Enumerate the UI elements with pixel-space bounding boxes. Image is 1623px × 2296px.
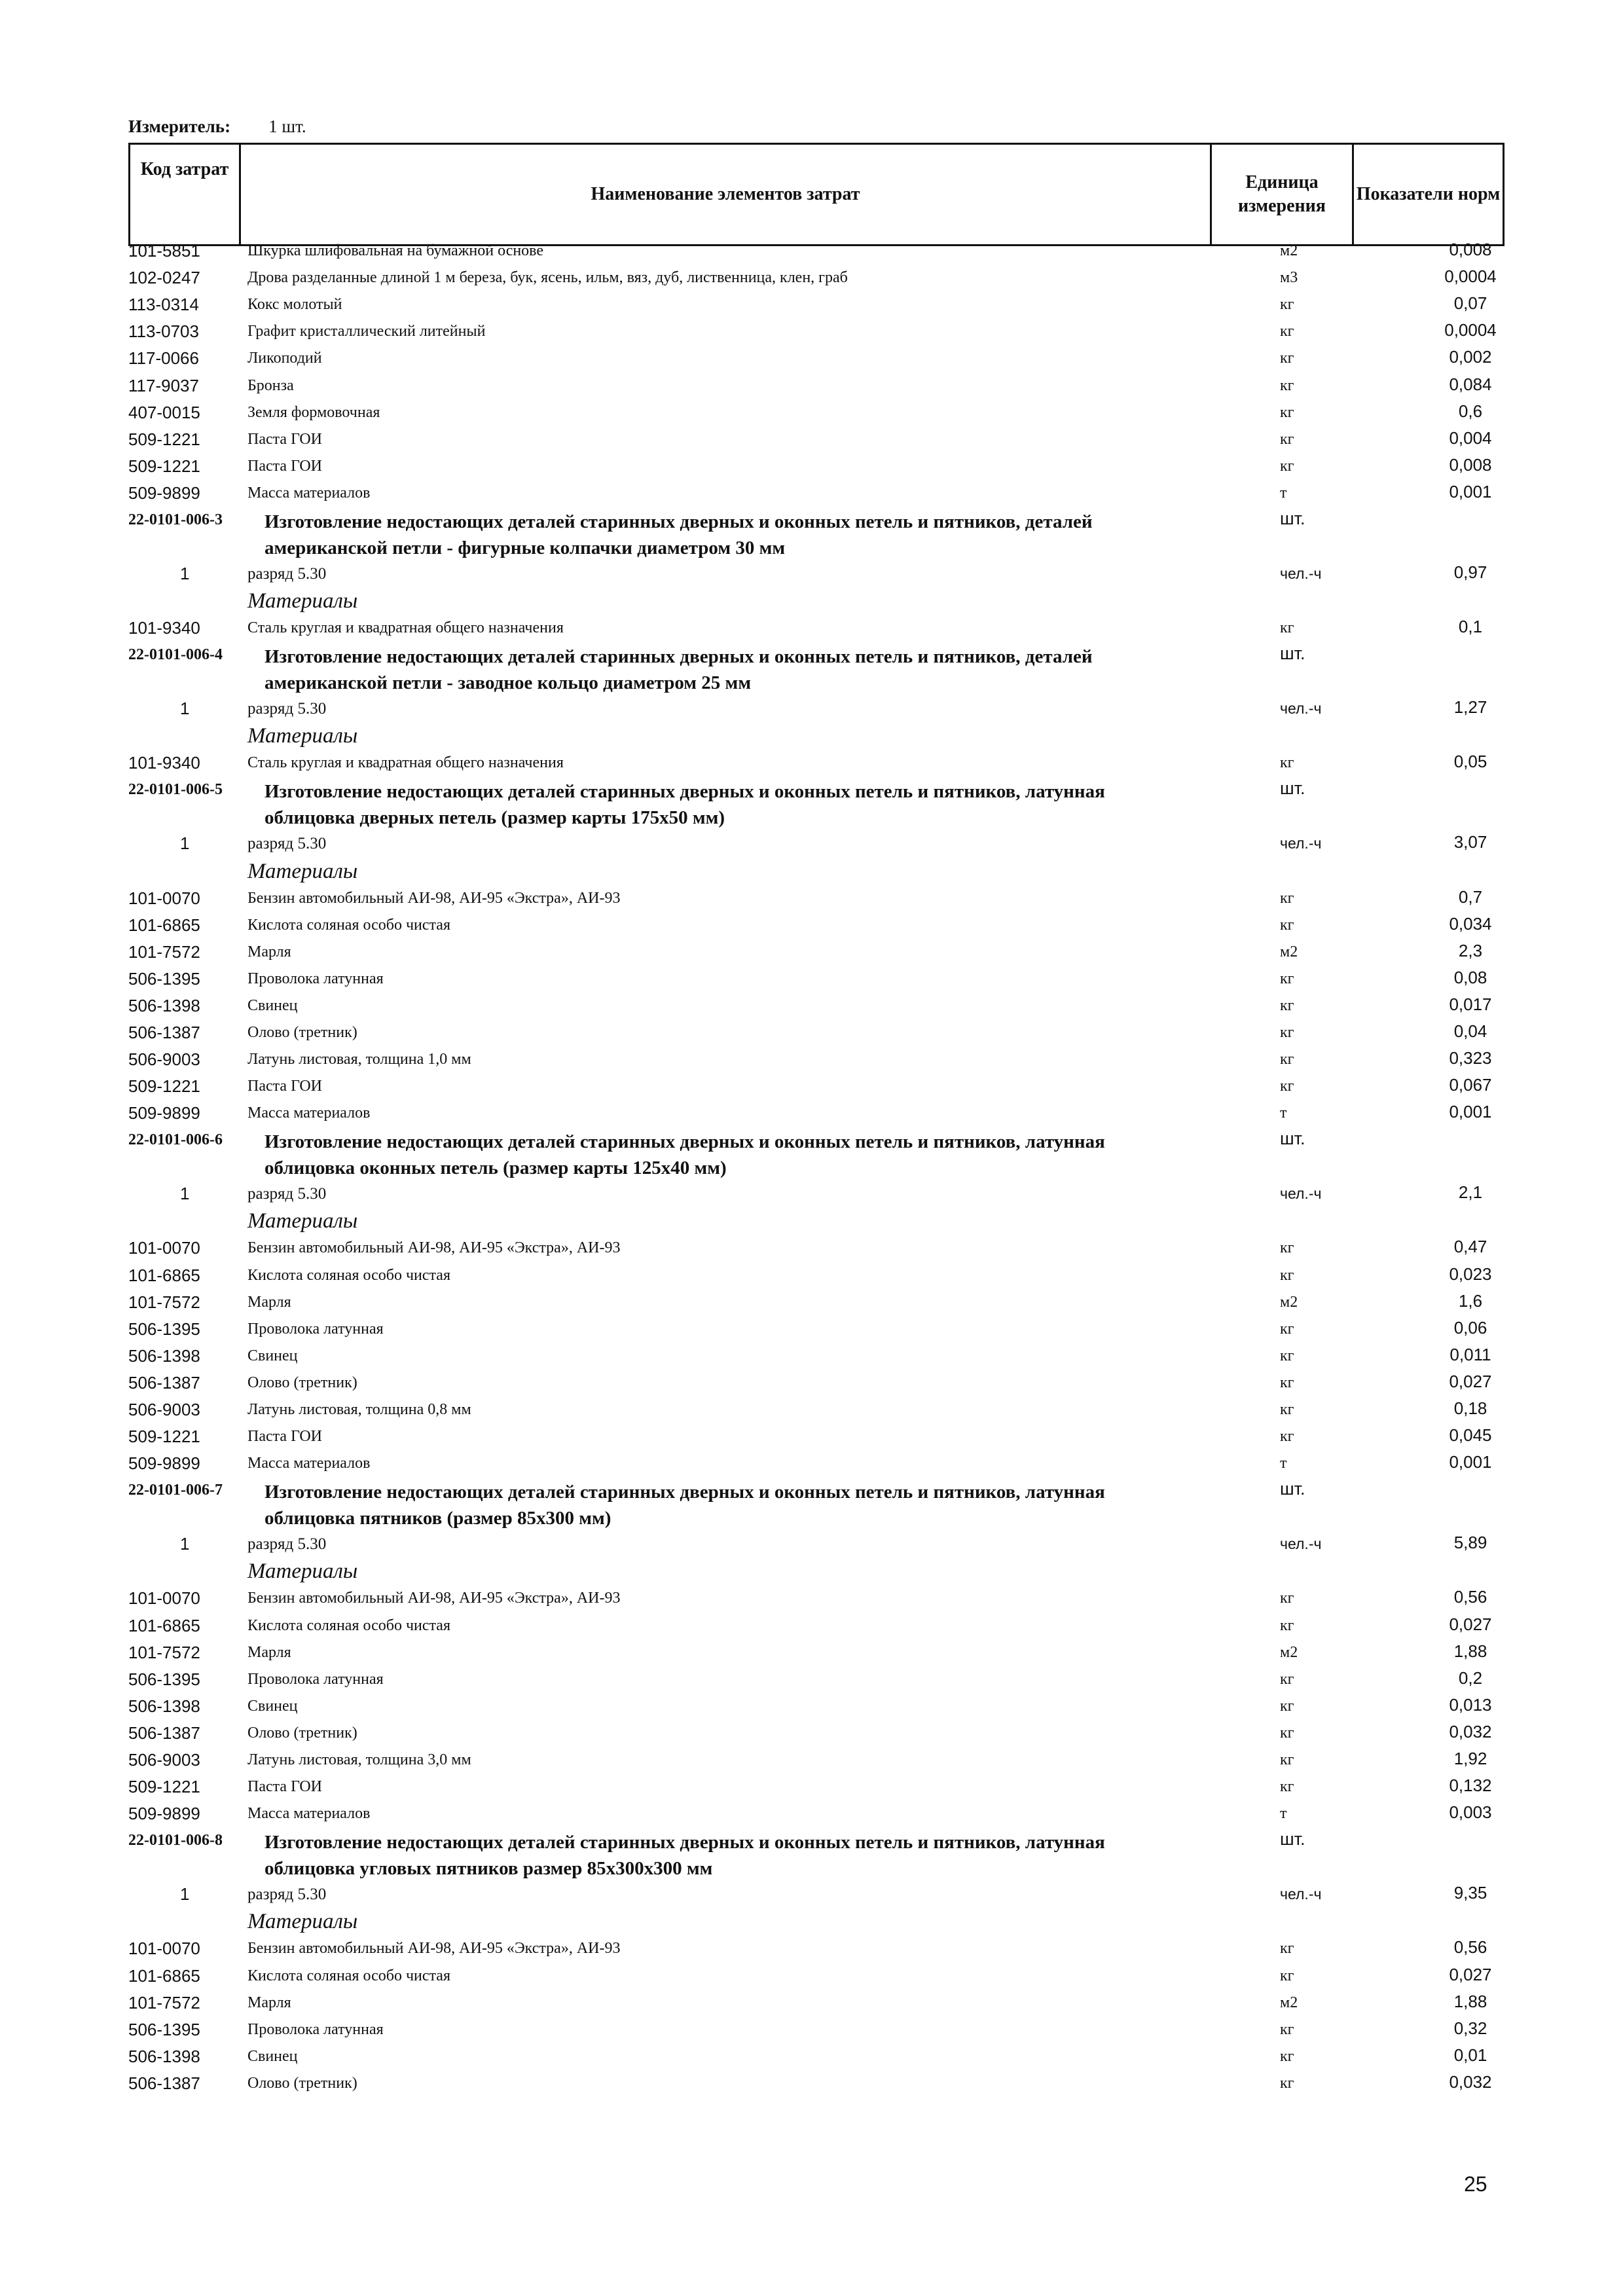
element-name: Бензин автомобильный АИ-98, АИ-95 «Экстра», АИ-93 xyxy=(247,1940,621,1957)
cost-code: 22-0101-006-6 xyxy=(128,1131,223,1148)
element-name: Материалы xyxy=(247,589,358,613)
section-title-line-1: Изготовление недостающих деталей старинных дверных и оконных петель и пятников, латунная xyxy=(264,1131,1105,1152)
cost-code: 407-0015 xyxy=(128,403,200,422)
meter-label: Измеритель: xyxy=(128,117,231,136)
element-name: Материалы xyxy=(247,860,358,883)
cost-code: 506-1398 xyxy=(128,1696,200,1716)
norm-value: 0,027 xyxy=(1449,1614,1492,1634)
element-name: Паста ГОИ xyxy=(247,431,323,448)
section-title-line-2: облицовка оконных петель (размер карты 125х40 мм) xyxy=(264,1157,727,1178)
element-name: Марля xyxy=(247,1294,291,1311)
unit-of-measure: чел.-ч xyxy=(1280,835,1322,852)
section-title-line-2: американской петли - заводное кольцо диаметром 25 мм xyxy=(264,672,752,693)
unit-of-measure: кг xyxy=(1280,1347,1294,1364)
cost-code: 506-1395 xyxy=(128,1669,200,1689)
cost-code: 506-1398 xyxy=(128,1346,200,1366)
unit-of-measure: кг xyxy=(1280,970,1294,987)
element-name: разряд 5.30 xyxy=(247,1185,327,1203)
element-name: Марля xyxy=(247,1644,291,1661)
element-name: Масса материалов xyxy=(247,1455,371,1472)
cost-code: 113-0703 xyxy=(128,321,199,341)
unit-of-measure: кг xyxy=(1280,2048,1294,2065)
element-name: Проволока латунная xyxy=(247,2021,384,2038)
norm-value: 1,88 xyxy=(1453,1992,1487,2011)
element-name: Паста ГОИ xyxy=(247,1078,323,1095)
norm-value: 0,2 xyxy=(1458,1668,1483,1688)
norm-value: 0,067 xyxy=(1449,1075,1492,1095)
element-name: Латунь листовая, толщина 3,0 мм xyxy=(247,1751,471,1768)
norm-value: 0,97 xyxy=(1453,562,1487,582)
cost-code: 506-9003 xyxy=(128,1049,200,1069)
norm-value: 0,56 xyxy=(1453,1937,1487,1957)
norm-value: 0,027 xyxy=(1449,1965,1492,1984)
unit-of-measure: чел.-ч xyxy=(1280,1535,1322,1552)
unit-of-measure: кг xyxy=(1280,1401,1294,1418)
element-name xyxy=(264,644,1093,696)
element-name: Олово (третник) xyxy=(247,1374,357,1391)
element-name: Сталь круглая и квадратная общего назначения xyxy=(247,754,564,771)
element-name: Проволока латунная xyxy=(247,970,384,987)
norm-value: 0,034 xyxy=(1449,914,1492,934)
norm-value: 0,323 xyxy=(1449,1048,1492,1068)
cost-code: 22-0101-006-3 xyxy=(128,511,223,528)
norm-value: 0,001 xyxy=(1449,1102,1492,1121)
section-title-line-1: Изготовление недостающих деталей старинных дверных и оконных петель и пятников, латунная xyxy=(264,781,1105,802)
element-name: Паста ГОИ xyxy=(247,1428,323,1445)
norm-value: 0,0004 xyxy=(1444,266,1497,286)
element-name: Свинец xyxy=(247,997,298,1014)
norm-value: 0,32 xyxy=(1453,2018,1487,2038)
cost-code: 506-1398 xyxy=(128,996,200,1015)
cost-code: 22-0101-006-5 xyxy=(128,781,223,798)
cost-code: 101-0070 xyxy=(128,888,200,908)
unit-of-measure: т xyxy=(1280,1104,1287,1121)
element-name: Кислота соляная особо чистая xyxy=(247,1617,450,1634)
section-title-line-1: Изготовление недостающих деталей старинных дверных и оконных петель и пятников, латунная xyxy=(264,1482,1105,1503)
unit-of-measure: кг xyxy=(1280,431,1294,448)
norm-value: 0,001 xyxy=(1449,1452,1492,1472)
cost-code: 1 xyxy=(180,564,190,583)
unit-of-measure: кг xyxy=(1280,619,1294,636)
element-name: Кислота соляная особо чистая xyxy=(247,917,450,934)
unit-of-measure: кг xyxy=(1280,296,1294,313)
norm-value: 0,002 xyxy=(1449,347,1492,367)
norm-value: 3,07 xyxy=(1453,832,1487,852)
element-name: Свинец xyxy=(247,1698,298,1715)
unit-of-measure: кг xyxy=(1280,1239,1294,1256)
cost-code: 509-9899 xyxy=(128,1103,200,1123)
cost-code: 509-1221 xyxy=(128,429,200,449)
cost-code: 506-1398 xyxy=(128,2047,200,2066)
element-name: Материалы xyxy=(247,1209,358,1233)
norm-value: 0,003 xyxy=(1449,1802,1492,1822)
cost-code: 101-6865 xyxy=(128,1616,200,1635)
element-name xyxy=(264,1829,1105,1882)
unit-of-measure: кг xyxy=(1280,1724,1294,1741)
meter-line xyxy=(128,117,306,137)
element-name: Шкурка шлифовальная на бумажной основе xyxy=(247,242,544,259)
meter-value: 1 шт. xyxy=(268,117,306,136)
norm-value: 0,1 xyxy=(1458,617,1483,636)
element-name: Бронза xyxy=(247,377,294,394)
norm-value: 0,18 xyxy=(1453,1398,1487,1418)
cost-code: 101-5851 xyxy=(128,241,200,261)
section-title-line-2: облицовка угловых пятников размер 85х300х300 мм xyxy=(264,1858,713,1879)
cost-code: 22-0101-006-7 xyxy=(128,1482,223,1499)
element-name: Материалы xyxy=(247,1910,358,1933)
norm-value: 0,004 xyxy=(1449,428,1492,448)
unit-of-measure: кг xyxy=(1280,1671,1294,1688)
element-name: разряд 5.30 xyxy=(247,700,327,718)
norm-value: 0,47 xyxy=(1453,1237,1487,1256)
element-name: Графит кристаллический литейный xyxy=(247,323,486,340)
norm-value: 1,88 xyxy=(1453,1641,1487,1661)
unit-of-measure: чел.-ч xyxy=(1280,565,1322,582)
norm-value: 1,6 xyxy=(1458,1291,1483,1311)
norm-value: 0,032 xyxy=(1449,2072,1492,2092)
cost-code: 506-1395 xyxy=(128,969,200,989)
section-title-line-2: облицовка пятников (размер 85х300 мм) xyxy=(264,1508,611,1529)
element-name: Сталь круглая и квадратная общего назначения xyxy=(247,619,564,636)
section-title-line-1: Изготовление недостающих деталей старинных дверных и оконных петель и пятников, деталей xyxy=(264,511,1093,532)
element-name: Масса материалов xyxy=(247,1805,371,1822)
header-code: Код затрат xyxy=(130,144,240,246)
element-name: Кислота соляная особо чистая xyxy=(247,1967,450,1984)
unit-of-measure: чел.-ч xyxy=(1280,1886,1322,1903)
unit-of-measure: кг xyxy=(1280,350,1294,367)
cost-code: 101-0070 xyxy=(128,1238,200,1258)
unit-of-measure: шт. xyxy=(1280,1829,1305,1849)
cost-code: 506-1387 xyxy=(128,1023,200,1042)
norm-value: 0,001 xyxy=(1449,482,1492,501)
unit-of-measure: м2 xyxy=(1280,1994,1298,2011)
norm-value: 0,017 xyxy=(1449,994,1492,1014)
unit-of-measure: кг xyxy=(1280,890,1294,907)
section-title-line-2: американской петли - фигурные колпачки диаметром 30 мм xyxy=(264,538,786,558)
norm-value: 0,07 xyxy=(1453,293,1487,313)
norm-value: 2,3 xyxy=(1458,941,1483,960)
unit-of-measure: кг xyxy=(1280,1751,1294,1768)
unit-of-measure: кг xyxy=(1280,323,1294,340)
unit-of-measure: кг xyxy=(1280,1051,1294,1068)
cost-code: 117-0066 xyxy=(128,348,199,368)
cost-code: 509-9899 xyxy=(128,483,200,503)
cost-code: 101-7572 xyxy=(128,1993,200,2013)
element-name: Проволока латунная xyxy=(247,1671,384,1688)
page-number: 25 xyxy=(1464,2172,1487,2196)
unit-of-measure: м3 xyxy=(1280,269,1298,286)
element-name: Олово (третник) xyxy=(247,2075,357,2092)
unit-of-measure: чел.-ч xyxy=(1280,1185,1322,1202)
unit-of-measure: шт. xyxy=(1280,509,1305,528)
element-name xyxy=(264,509,1093,561)
unit-of-measure: м2 xyxy=(1280,943,1298,960)
element-name: Проволока латунная xyxy=(247,1321,384,1338)
unit-of-measure: кг xyxy=(1280,1321,1294,1338)
unit-of-measure: т xyxy=(1280,484,1287,501)
element-name: Свинец xyxy=(247,1347,298,1364)
norm-value: 0,06 xyxy=(1453,1318,1487,1338)
element-name: Дрова разделанные длиной 1 м береза, бук, ясень, ильм, вяз, дуб, лиственница, клен, граб xyxy=(247,269,848,286)
cost-code: 22-0101-006-4 xyxy=(128,646,223,663)
norm-value: 0,01 xyxy=(1453,2045,1487,2065)
norm-value: 0,7 xyxy=(1458,887,1483,907)
element-name xyxy=(264,1129,1105,1181)
cost-code: 101-9340 xyxy=(128,618,200,638)
section-title-line-1: Изготовление недостающих деталей старинных дверных и оконных петель и пятников, латунная xyxy=(264,1832,1105,1853)
header-name: Наименование элементов затрат xyxy=(240,144,1211,246)
cost-code: 101-0070 xyxy=(128,1939,200,1958)
norm-value: 0,04 xyxy=(1453,1021,1487,1041)
cost-code: 506-1387 xyxy=(128,1373,200,1393)
norm-value: 0,0004 xyxy=(1444,320,1497,340)
unit-of-measure: кг xyxy=(1280,1617,1294,1634)
norm-value: 0,013 xyxy=(1449,1695,1492,1715)
unit-of-measure: кг xyxy=(1280,1024,1294,1041)
section-title-line-1: Изготовление недостающих деталей старинных дверных и оконных петель и пятников, деталей xyxy=(264,646,1093,667)
norm-value: 9,35 xyxy=(1453,1883,1487,1903)
norm-value: 0,56 xyxy=(1453,1587,1487,1607)
norm-value: 1,27 xyxy=(1453,697,1487,717)
element-name: Олово (третник) xyxy=(247,1024,357,1041)
element-name: Масса материалов xyxy=(247,1104,371,1121)
norm-value: 1,92 xyxy=(1453,1749,1487,1768)
unit-of-measure: шт. xyxy=(1280,1479,1305,1499)
cost-code: 113-0314 xyxy=(128,295,199,314)
element-name: Материалы xyxy=(247,1559,358,1583)
cost-code: 509-1221 xyxy=(128,1076,200,1096)
cost-code: 506-9003 xyxy=(128,1750,200,1770)
unit-of-measure: чел.-ч xyxy=(1280,700,1322,717)
unit-of-measure: м2 xyxy=(1280,1294,1298,1311)
element-name: разряд 5.30 xyxy=(247,1886,327,1903)
cost-code: 101-6865 xyxy=(128,1966,200,1986)
cost-code: 101-6865 xyxy=(128,1266,200,1285)
unit-of-measure: кг xyxy=(1280,458,1294,475)
cost-code: 101-7572 xyxy=(128,1292,200,1312)
header-table xyxy=(128,143,1504,246)
element-name: Бензин автомобильный АИ-98, АИ-95 «Экстра», АИ-93 xyxy=(247,890,621,907)
cost-code: 506-1395 xyxy=(128,1319,200,1339)
unit-of-measure: шт. xyxy=(1280,644,1305,663)
unit-of-measure: кг xyxy=(1280,1078,1294,1095)
header-unit: Единица измерения xyxy=(1211,144,1353,246)
norm-value: 0,08 xyxy=(1453,968,1487,987)
norm-value: 0,011 xyxy=(1450,1345,1491,1364)
norm-value: 5,89 xyxy=(1453,1533,1487,1552)
section-title-line-2: облицовка дверных петель (размер карты 175х50 мм) xyxy=(264,807,725,828)
cost-code: 101-9340 xyxy=(128,753,200,773)
cost-code: 1 xyxy=(180,833,190,853)
element-name: Кокс молотый xyxy=(247,296,342,313)
cost-code: 102-0247 xyxy=(128,268,200,287)
element-name: Латунь листовая, толщина 1,0 мм xyxy=(247,1051,471,1068)
norm-value: 0,023 xyxy=(1449,1264,1492,1284)
cost-code: 506-1387 xyxy=(128,1723,200,1743)
element-name: Ликоподий xyxy=(247,350,322,367)
cost-code: 506-1387 xyxy=(128,2073,200,2093)
cost-code: 101-7572 xyxy=(128,1643,200,1662)
norm-value: 0,05 xyxy=(1453,752,1487,771)
unit-of-measure: м2 xyxy=(1280,1644,1298,1661)
element-name: Бензин автомобильный АИ-98, АИ-95 «Экстра», АИ-93 xyxy=(247,1239,621,1256)
norm-value: 0,008 xyxy=(1449,455,1492,475)
element-name: Марля xyxy=(247,943,291,960)
unit-of-measure: т xyxy=(1280,1805,1287,1822)
element-name xyxy=(264,1479,1105,1531)
element-name xyxy=(264,778,1105,831)
cost-code: 101-7572 xyxy=(128,942,200,962)
element-name: Масса материалов xyxy=(247,484,371,501)
header-norm: Показатели норм xyxy=(1353,144,1504,246)
element-name: Бензин автомобильный АИ-98, АИ-95 «Экстра», АИ-93 xyxy=(247,1590,621,1607)
unit-of-measure: кг xyxy=(1280,1590,1294,1607)
unit-of-measure: кг xyxy=(1280,1428,1294,1445)
cost-code: 506-1395 xyxy=(128,2020,200,2039)
cost-code: 506-9003 xyxy=(128,1400,200,1419)
unit-of-measure: кг xyxy=(1280,377,1294,394)
norm-value: 0,132 xyxy=(1449,1776,1492,1795)
cost-code: 101-0070 xyxy=(128,1588,200,1608)
element-name: Латунь листовая, толщина 0,8 мм xyxy=(247,1401,471,1418)
unit-of-measure: кг xyxy=(1280,2021,1294,2038)
unit-of-measure: кг xyxy=(1280,1967,1294,1984)
norm-value: 0,008 xyxy=(1449,240,1492,259)
element-name: Земля формовочная xyxy=(247,404,380,421)
element-name: Паста ГОИ xyxy=(247,458,323,475)
norm-value: 0,027 xyxy=(1449,1372,1492,1391)
unit-of-measure: кг xyxy=(1280,754,1294,771)
element-name: разряд 5.30 xyxy=(247,1535,327,1553)
cost-code: 509-1221 xyxy=(128,456,200,476)
cost-code: 1 xyxy=(180,699,190,718)
unit-of-measure: кг xyxy=(1280,1778,1294,1795)
unit-of-measure: кг xyxy=(1280,1374,1294,1391)
norm-value: 0,6 xyxy=(1458,401,1483,421)
element-name: Олово (третник) xyxy=(247,1724,357,1741)
unit-of-measure: кг xyxy=(1280,997,1294,1014)
cost-code: 509-9899 xyxy=(128,1453,200,1473)
unit-of-measure: кг xyxy=(1280,917,1294,934)
unit-of-measure: м2 xyxy=(1280,242,1298,259)
cost-code: 1 xyxy=(180,1184,190,1203)
norm-value: 2,1 xyxy=(1458,1182,1483,1202)
unit-of-measure: т xyxy=(1280,1455,1287,1472)
unit-of-measure: шт. xyxy=(1280,1129,1305,1148)
element-name: разряд 5.30 xyxy=(247,565,327,583)
unit-of-measure: шт. xyxy=(1280,778,1305,798)
norm-value: 0,045 xyxy=(1449,1425,1492,1445)
cost-code: 509-1221 xyxy=(128,1427,200,1446)
element-name: Свинец xyxy=(247,2048,298,2065)
element-name: Кислота соляная особо чистая xyxy=(247,1267,450,1284)
unit-of-measure: кг xyxy=(1280,1940,1294,1957)
unit-of-measure: кг xyxy=(1280,404,1294,421)
element-name: Паста ГОИ xyxy=(247,1778,323,1795)
element-name: Марля xyxy=(247,1994,291,2011)
cost-code: 509-1221 xyxy=(128,1777,200,1796)
cost-code: 1 xyxy=(180,1534,190,1554)
unit-of-measure: кг xyxy=(1280,2075,1294,2092)
element-name: Материалы xyxy=(247,724,358,748)
cost-code: 1 xyxy=(180,1884,190,1904)
cost-code: 509-9899 xyxy=(128,1804,200,1823)
norm-value: 0,084 xyxy=(1449,374,1492,394)
element-name: разряд 5.30 xyxy=(247,835,327,852)
norm-value: 0,032 xyxy=(1449,1722,1492,1741)
cost-code: 117-9037 xyxy=(128,376,199,395)
unit-of-measure: кг xyxy=(1280,1698,1294,1715)
cost-code: 22-0101-006-8 xyxy=(128,1832,223,1849)
unit-of-measure: кг xyxy=(1280,1267,1294,1284)
cost-code: 101-6865 xyxy=(128,915,200,935)
